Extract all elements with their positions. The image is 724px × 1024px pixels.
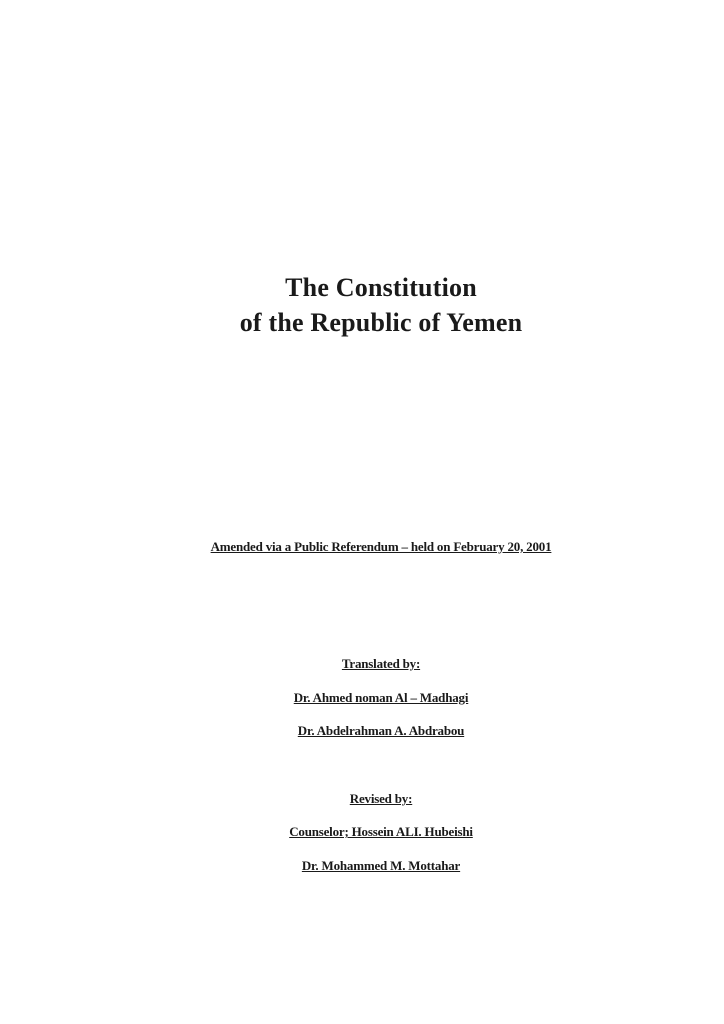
translator-name-1: Dr. Ahmed noman Al – Madhagi — [293, 690, 469, 705]
translated-by-heading: Translated by: — [341, 656, 421, 671]
reviser-name-2: Dr. Mohammed M. Mottahar — [301, 858, 461, 873]
reviser-name-1: Counselor; Hossein ALI. Hubeishi — [289, 824, 473, 839]
title-line-2: of the Republic of Yemen — [239, 308, 523, 337]
document-title — [0, 270, 724, 340]
amendment-note: Amended via a Public Referendum – held on February 20, 2001 — [210, 539, 552, 554]
translator-name-2: Dr. Abdelrahman A. Abdrabou — [297, 723, 465, 738]
revised-by-heading: Revised by: — [349, 791, 413, 806]
title-line-1: The Constitution — [285, 273, 477, 302]
